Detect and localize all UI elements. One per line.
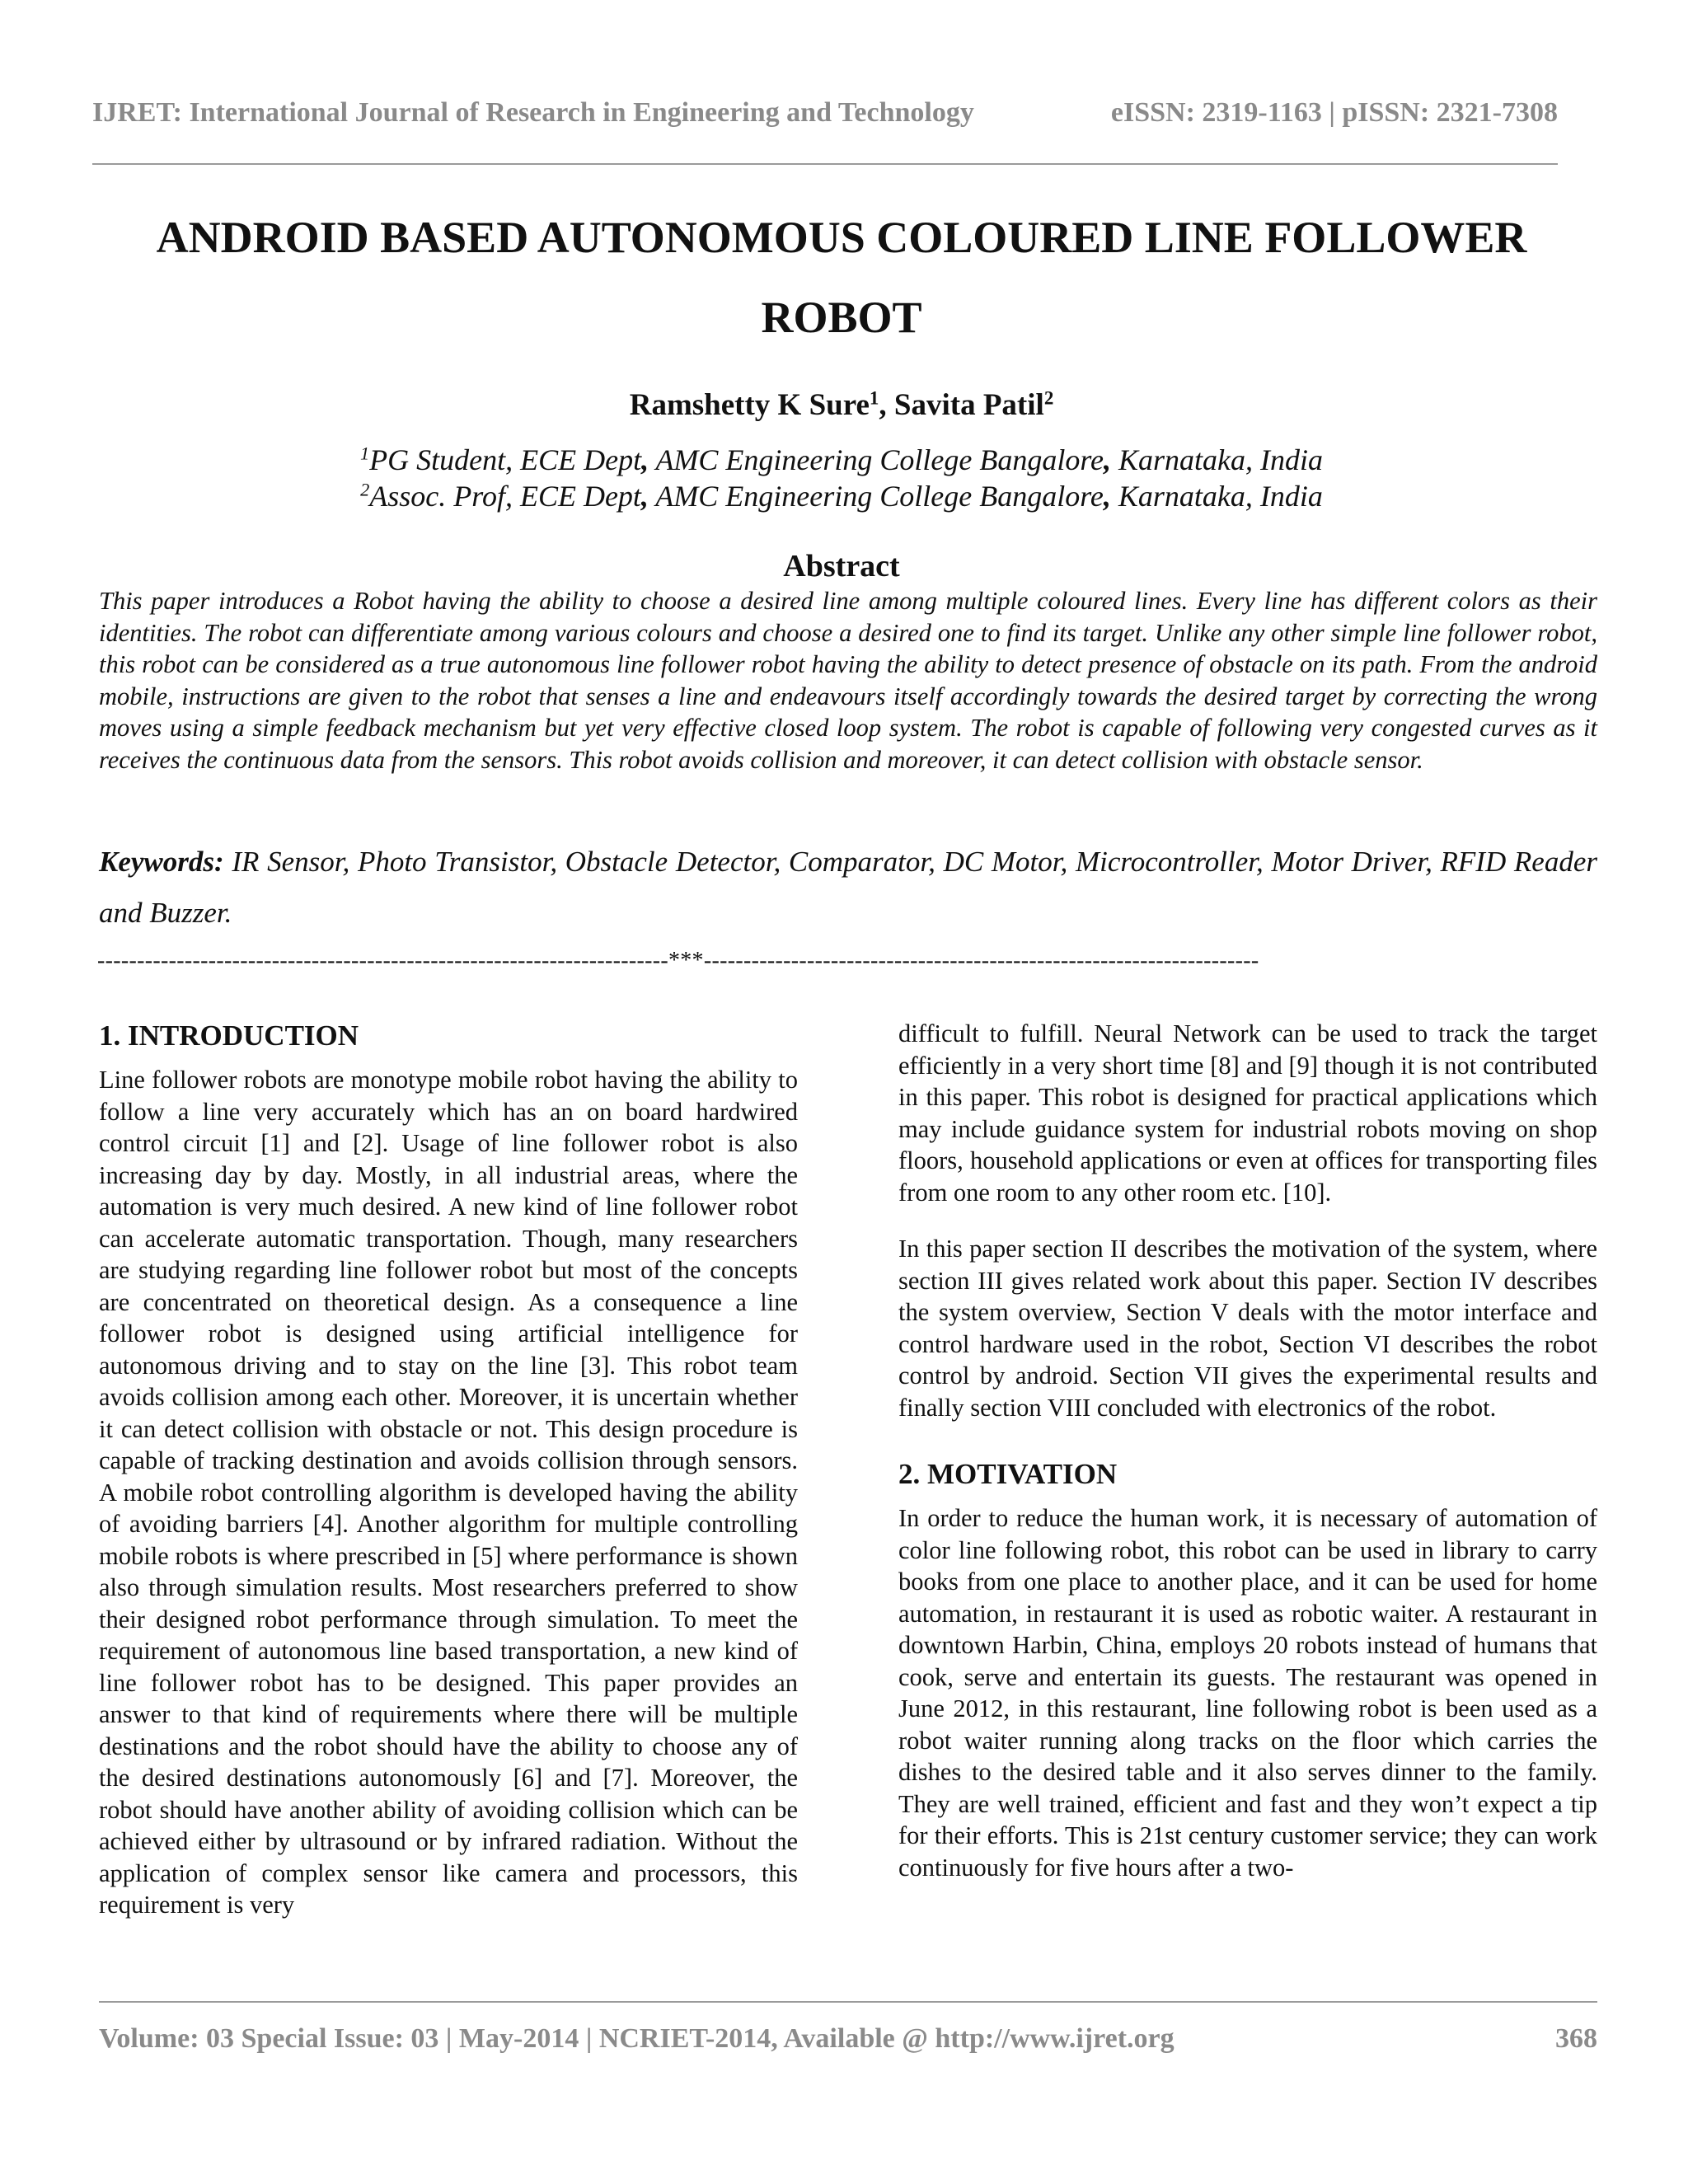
affiliation-1-college: AMC Engineering College Bangalore — [655, 443, 1104, 476]
author-separator: , — [879, 388, 894, 422]
header-rule — [92, 163, 1558, 165]
keywords — [99, 837, 1597, 939]
footer-rule — [99, 2001, 1597, 2003]
keywords-text: IR Sensor, Photo Transistor, Obstacle Detector, Comparator, DC Motor, Microcontroller, Motor Driver, RFID Reader and Buzzer. — [99, 846, 1597, 929]
affiliation-2-role: Assoc. Prof, ECE Dept — [369, 480, 641, 513]
running-header — [92, 97, 1558, 138]
footer-citation: Volume: 03 Special Issue: 03 | May-2014 | NCRIET-2014, Available @ http://www.ijret.org — [99, 2023, 1175, 2054]
author-1: Ramshetty K Sure — [629, 388, 870, 422]
running-footer — [99, 2023, 1597, 2064]
author-2: Savita Patil — [893, 388, 1044, 422]
journal-name: IJRET: International Journal of Research in Engineering and Technology — [92, 97, 974, 128]
keywords-label: Keywords: — [99, 846, 224, 878]
author-list — [92, 387, 1591, 423]
affiliations — [92, 442, 1591, 514]
author-2-mark: 2 — [1043, 387, 1054, 409]
abstract-heading: Abstract — [783, 549, 900, 583]
introduction-paragraph-1: Line follower robots are monotype mobile robot having the ability to follow a line very accurately which has an on board hardwired control circuit [1] and [2]. Usage of line follower robot is also increasing day by day. Mostly, in all industrial areas, where the automation is very much desired. A new kind of line follower robot can accelerate automatic transportation. Though, many researchers are studying regarding line follower robot but most of the concepts are concentrated on theoretical design. As a consequence a line follower robot is designed using artificial intelligence for autonomous driving and to stay on the line [3]. This robot team avoids collision among each other. Moreover, it is uncertain whether it can detect collision with obstacle or not. This design procedure is capable of tracking destination and avoids collision through sensors. A mobile robot controlling algorithm is developed having the ability of avoiding barriers [4]. Another algorithm for multiple controlling mobile robots is where prescribed in [5] where performance is shown also through simulation results. Most researchers preferred to show their designed robot performance through simulation. To meet the requirement of autonomous line based transportation, a new kind of line follower robot has to be designed. This paper provides an answer to that kind of requirements where there will be multiple destinations and the robot should have the ability to choose any of the desired destinations autonomously [6] and [7]. Moreover, the robot should have another ability of avoiding collision which can be achieved either by ultrasound or by infrared radiation. Without the application of complex sensor like camera and processors, this requirement is very — [99, 1066, 798, 1919]
abstract-text: This paper introduces a Robot having the ability to choose a desired line among multiple coloured lines. Every line has different colors as their identities. The robot can differentiate among various colours and choose a desired one to find its target. Unlike any other simple line follower robot, this robot can be considered as a true autonomous line follower robot having the ability to detect presence of obstacle on its path. From the android mobile, instructions are given to the robot that senses a line and endeavours itself accordingly towards the desired target by correcting the wrong moves using a simple feedback mechanism but yet very effective closed loop system. The robot is capable of following very congested curves as it receives the continuous data from the sensors. This robot avoids collision and moreover, it can detect collision with obstacle sensor. — [99, 587, 1597, 774]
introduction-paragraph-2: In this paper section II describes the motivation of the system, where section III gives related work about this paper. Section IV describes the system overview, Section V deals with the motor interface and control hardware used in the robot, Section VI describes the robot control by android. Section VII gives the experimental results and finally section VIII concluded with electronics of the robot. — [898, 1235, 1597, 1422]
issn: eISSN: 2319-1163 | pISSN: 2321-7308 — [1110, 97, 1558, 128]
motivation-heading: 2. MOTIVATION — [898, 1458, 1118, 1490]
affiliation-2-place: Karnataka, India — [1118, 480, 1323, 513]
affiliation-1-place: Karnataka, India — [1118, 443, 1324, 476]
affiliation-1-mark: 1 — [359, 443, 370, 464]
left-column — [99, 1018, 798, 1921]
paper-title — [92, 198, 1591, 358]
title-line-2: ROBOT — [761, 293, 922, 342]
introduction-paragraph-1-continued: difficult to fulfill. Neural Network can be used to track the target efficiently in a very short time [8] and [9] though it is not contributed in this paper. This robot is designed for practical applications which may include guidance system for industrial robots moving on shop floors, household applications or even at offices for transporting files from one room to any other room etc. [10]. — [898, 1019, 1597, 1207]
affiliation-2-college: AMC Engineering College Bangalore — [655, 480, 1104, 513]
affiliation-1: $^1$PG Student, ECE Dept, AMC Engineering College Bangalore, Karnataka, India — [359, 443, 1324, 476]
affiliation-2: $^2$Assoc. Prof, ECE Dept, AMC Engineering College Bangalore, Karnataka, India — [360, 479, 1323, 513]
section-separator: ------------------------------------------------------------------------***---------------------------------------------------------------------- — [97, 948, 1259, 973]
right-column — [898, 1018, 1597, 1883]
motivation-paragraph-1: In order to reduce the human work, it is necessary of automation of color line following robot, this robot can be used in library to carry books from one place to another place, and it can be used for home automation, in restaurant it is used as robotic waiter. A restaurant in downtown Harbin, China, employs 20 robots instead of humans that cook, serve and entertain its guests. The restaurant was opened in June 2012, in this restaurant, line following robot is been used as a robot waiter running along tracks on the floor which carries the dishes to the desired table and it also serves dinner to the family. They are well trained, efficient and fast and they won’t expect a tip for their efforts. This is 21st century customer service; they can work continuously for five hours after a two- — [898, 1504, 1597, 1882]
affiliation-2-mark: 2 — [360, 479, 370, 500]
affiliation-1-role: PG Student, ECE Dept — [369, 443, 642, 476]
page-number: 368 — [1555, 2023, 1597, 2054]
introduction-heading: 1. INTRODUCTION — [99, 1019, 359, 1052]
author-1-mark: 1 — [869, 387, 879, 409]
title-line-1: ANDROID BASED AUTONOMOUS COLOURED LINE FOLLOWER — [156, 213, 1527, 262]
